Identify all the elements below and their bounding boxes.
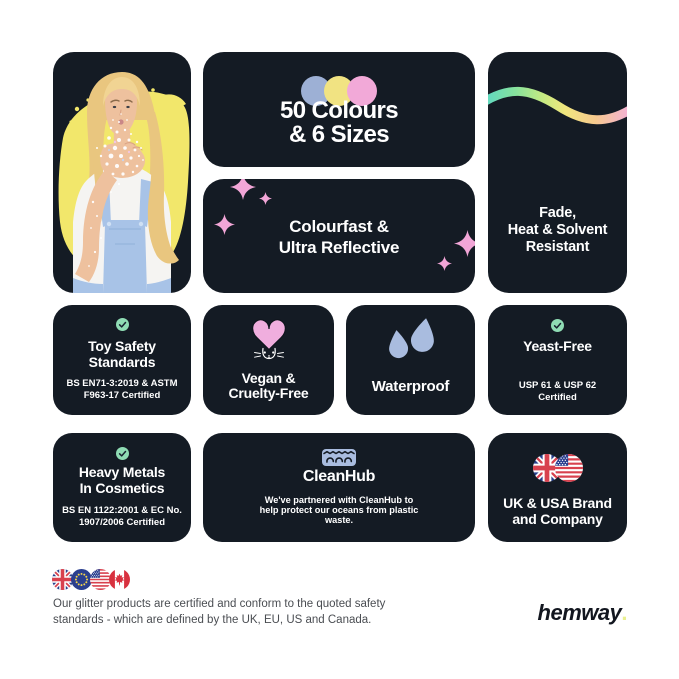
water-drops-icon [383,317,439,367]
cleanhub-wave-icon [322,449,356,466]
yeast-free-card [488,305,627,415]
vegan-cruelty-free-card [203,305,334,415]
fade-title-line2: Heat & Solvent [507,222,608,238]
toy-safety-card [53,305,191,415]
fade-resistant-title [488,205,627,256]
cleanhub-logo: CleanHub [302,468,376,485]
hemway-logo-dot: . [621,600,627,625]
colourfast-card [203,179,475,293]
hero-photo-card [53,52,191,293]
heavy-metals-title: Heavy Metals In Cosmetics [78,464,166,496]
check-icon [116,318,129,331]
fade-title-line1: Fade, [539,205,576,221]
waterproof-card [346,305,475,415]
colourfast-title-line2: Ultra Reflective [278,237,400,257]
sparkle-icon [230,179,256,200]
footer-disclaimer-line2: standards - which are defined by the UK, EU, US and Canada. [53,613,372,626]
uk-flag-icon [52,569,73,590]
footer-disclaimer-line1: Our glitter products are certified and conform to the quoted safety [53,598,386,610]
check-icon [551,319,564,332]
toy-safety-certification: BS EN71-3:2019 & ASTM F963-17 Certified [66,378,178,401]
yeast-free-certification: USP 61 & USP 62 Certified [518,379,597,403]
cleanhub-text: We've partnered with CleanHub to help protect our oceans from plastic waste. [259,495,419,525]
heavy-metals-certification: BS EN 1122:2001 & EC No. 1907/2006 Certified [62,505,182,528]
usa-flag-icon [555,454,583,482]
woman-blowing-glitter-photo [53,52,191,293]
uk-usa-flags [533,454,583,482]
footer-disclaimer [53,597,385,628]
colours-sizes-card [203,52,475,167]
fade-title-line3: Resistant [525,239,590,255]
cleanhub-card [203,433,475,542]
cruelty-free-bunny-icon [246,314,292,362]
heavy-metals-card [53,433,191,542]
eu-flag-icon [71,569,92,590]
sparkle-icon [437,256,452,271]
colourfast-title-line1: Colourfast & [289,217,389,236]
hemway-logo [538,600,627,626]
hemway-logo-text: hemway [537,600,622,625]
footer-flags [52,569,130,590]
colours-title-line1: 50 Colours [279,97,399,124]
colourfast-title [203,217,475,258]
uk-usa-brand-card [488,433,627,542]
waterproof-title: Waterproof [371,378,450,395]
uk-usa-title: UK & USA Brand and Company [503,495,612,527]
colours-sizes-title [280,99,398,147]
check-icon [116,447,129,460]
yeast-free-title: Yeast-Free [523,338,592,354]
canada-flag-icon [109,569,130,590]
sparkle-icon [259,192,272,205]
usa-flag-icon [90,569,111,590]
toy-safety-title: Toy Safety Standards [88,338,156,370]
fade-resistant-card [488,52,627,293]
rainbow-ribbon-wave-icon [488,52,627,293]
colours-title-line2: & 6 Sizes [288,121,389,148]
vegan-title: Vegan & Cruelty-Free [228,370,309,401]
